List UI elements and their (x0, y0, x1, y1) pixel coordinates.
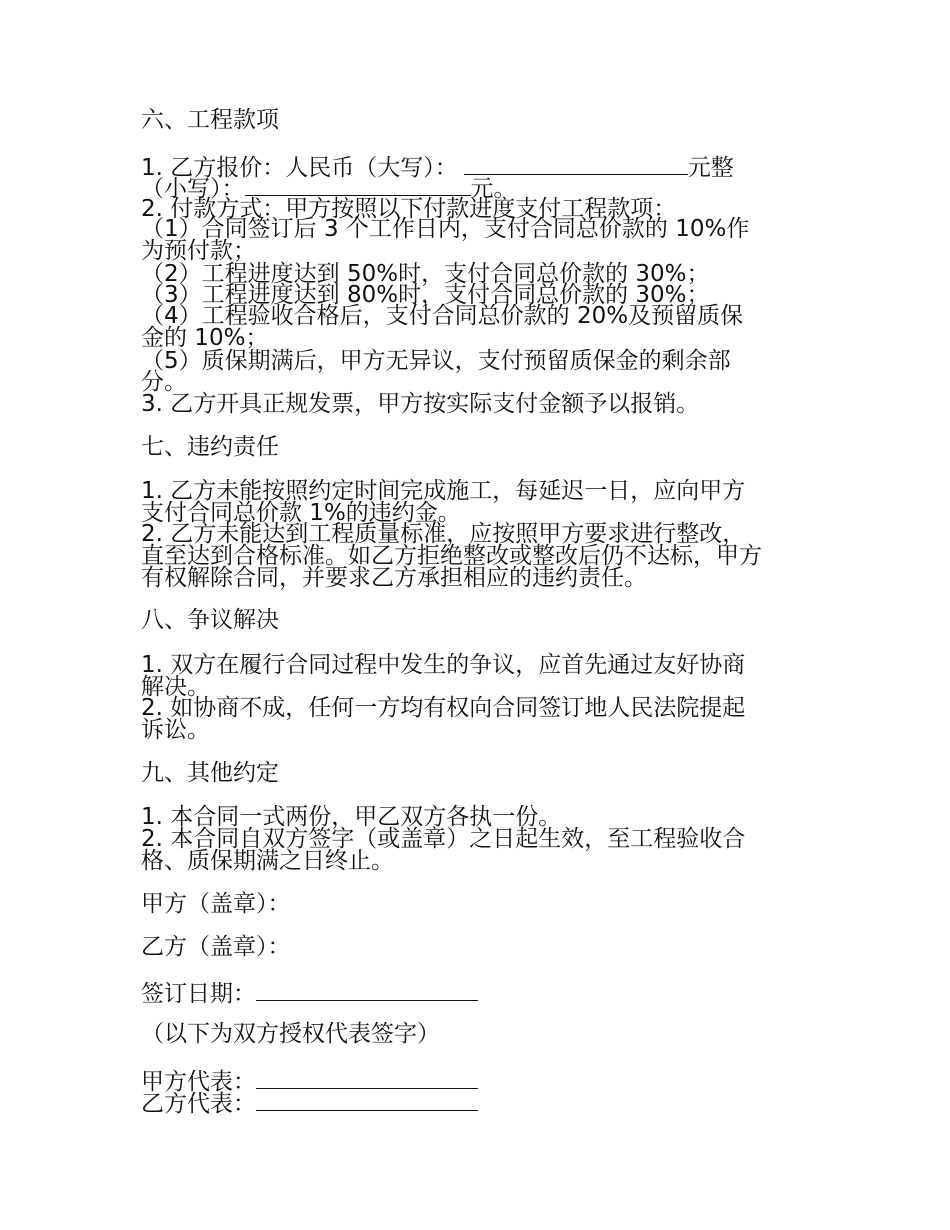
payment-item-5a: （5）质保期满后，甲方无异议，支付预留质保金的剩余部 (141, 348, 731, 374)
party-a-rep-label: 甲方代表： (141, 1069, 256, 1095)
payment-item-5b: 分。 (141, 369, 187, 395)
sign-date-blank[interactable] (256, 978, 478, 1001)
dispute-clause-1a: 1. 双方在履行合同过程中发生的争议，应首先通过友好协商 (141, 652, 746, 678)
payment-item-4a: （4）工程验收合格后，支付合同总价款的 20%及预留质保 (141, 303, 744, 329)
payment-item-3: （3）工程进度达到 80%时，支付合同总价款的 30%； (141, 282, 710, 308)
other-clause-2a: 2. 本合同自双方签字（或盖章）之日起生效，至工程验收合 (141, 826, 746, 852)
sign-date-label: 签订日期： (141, 981, 256, 1007)
other-clause-2b: 格、质保期满之日终止。 (141, 848, 394, 874)
sign-date-line (141, 978, 478, 1007)
other-clause-1: 1. 本合同一式两份，甲乙双方各执一份。 (141, 804, 562, 830)
breach-clause-2a: 2. 乙方未能达到工程质量标准，应按照甲方要求进行整改， (141, 521, 746, 547)
price-lower-blank[interactable] (245, 173, 471, 196)
payment-intro: 2. 付款方式：甲方按照以下付款进度支付工程款项： (141, 196, 677, 222)
price-label-upper: 1. 乙方报价：人民币（大写）： (141, 155, 458, 181)
breach-clause-1a: 1. 乙方未能按照约定时间完成施工，每延迟一日，应向甲方 (141, 478, 746, 504)
price-label-lower: （小写）： (141, 176, 245, 202)
payment-item-1b: 为预付款； (141, 238, 256, 264)
payment-item-1a: （1）合同签订后 3 个工作日内，支付合同总价款的 10%作 (141, 216, 750, 242)
party-a-seal-label: 甲方（盖章）： (141, 891, 291, 917)
section-6-heading: 六、工程款项 (141, 107, 279, 133)
dispute-clause-1b: 解决。 (141, 674, 210, 700)
breach-clause-1b: 支付合同总价款 1%的违约金。 (141, 500, 461, 526)
breach-clause-2b: 直至达到合格标准。如乙方拒绝整改或整改后仍不达标，甲方 (141, 543, 762, 569)
price-unit-upper: 元整 (687, 155, 734, 181)
dispute-clause-2a: 2. 如协商不成，任何一方均有权向合同签订地人民法院提起 (141, 695, 746, 721)
invoice-clause: 3. 乙方开具正规发票，甲方按实际支付金额予以报销。 (141, 391, 700, 417)
dispute-clause-2b: 诉讼。 (141, 717, 210, 743)
party-a-rep-blank[interactable] (256, 1066, 478, 1089)
payment-item-2: （2）工程进度达到 50%时，支付合同总价款的 30%； (141, 261, 710, 287)
payment-item-4b: 金的 10%； (141, 325, 269, 351)
representative-note: （以下为双方授权代表签字） (141, 1021, 440, 1047)
price-unit-lower: 元。 (470, 176, 517, 202)
section-7-heading: 七、违约责任 (141, 434, 279, 460)
section-8-heading: 八、争议解决 (141, 607, 279, 633)
party-b-rep-line (141, 1088, 478, 1117)
section-9-heading: 九、其他约定 (141, 760, 279, 786)
breach-clause-2c: 有权解除合同，并要求乙方承担相应的违约责任。 (141, 565, 647, 591)
party-b-rep-label: 乙方代表： (141, 1091, 256, 1117)
price-upper-blank[interactable] (464, 152, 688, 175)
party-b-rep-blank[interactable] (256, 1088, 478, 1111)
party-b-seal-label: 乙方（盖章）： (141, 934, 291, 960)
